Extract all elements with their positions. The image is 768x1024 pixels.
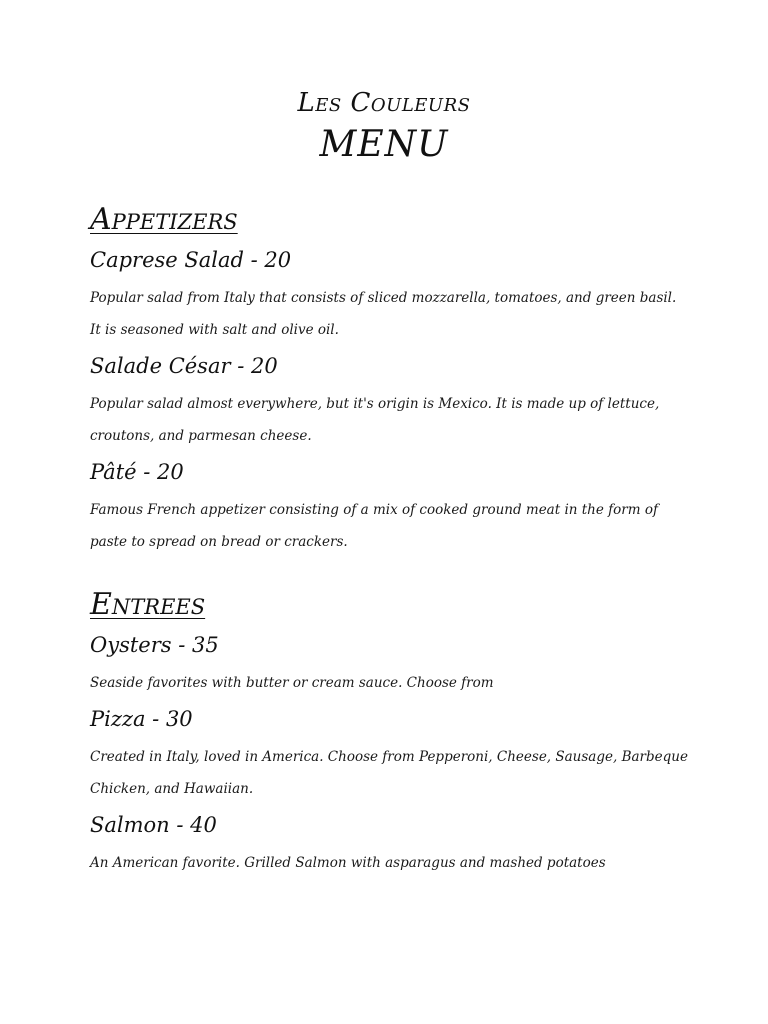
section-heading-appetizers: Appetizers xyxy=(90,202,238,237)
item-title: Salmon - 40 xyxy=(90,813,217,837)
menu-item-pate xyxy=(90,454,690,560)
item-description: Famous French appetizer consisting of a mix of cooked ground meat in the form of paste to spread on bread or crackers. xyxy=(90,502,658,550)
entrees-section xyxy=(90,585,690,881)
menu-item-pizza xyxy=(90,701,690,807)
appetizers-section xyxy=(90,200,690,560)
item-title: Caprese Salad - 20 xyxy=(90,248,292,272)
menu-item-oysters xyxy=(90,627,690,701)
item-description: Popular salad almost everywhere, but it's origin is Mexico. It is made up of lettuce, croutons, and parmesan cheese. xyxy=(90,396,660,444)
menu-title: MENU xyxy=(319,124,449,165)
item-title: Salade César - 20 xyxy=(90,354,278,378)
menu-item-caprese-salad xyxy=(90,242,690,348)
item-description: Popular salad from Italy that consists of sliced mozzarella, tomatoes, and green basil. It is seasoned with salt and olive oil. xyxy=(90,290,677,338)
item-title: Oysters - 35 xyxy=(90,633,219,657)
restaurant-name: Les Couleurs xyxy=(297,88,471,118)
menu-item-salmon xyxy=(90,807,690,881)
item-description: Seaside favorites with butter or cream sauce. Choose from xyxy=(90,675,494,691)
item-title: Pizza - 30 xyxy=(90,707,193,731)
menu-item-salade-cesar xyxy=(90,348,690,454)
item-description: An American favorite. Grilled Salmon with asparagus and mashed potatoes xyxy=(90,855,606,871)
section-heading-entrees: Entrees xyxy=(90,587,206,622)
item-title: Pâté - 20 xyxy=(90,460,184,484)
item-description: Created in Italy, loved in America. Choose from Pepperoni, Cheese, Sausage, Barbeque Chicken, and Hawaiian. xyxy=(90,749,688,797)
